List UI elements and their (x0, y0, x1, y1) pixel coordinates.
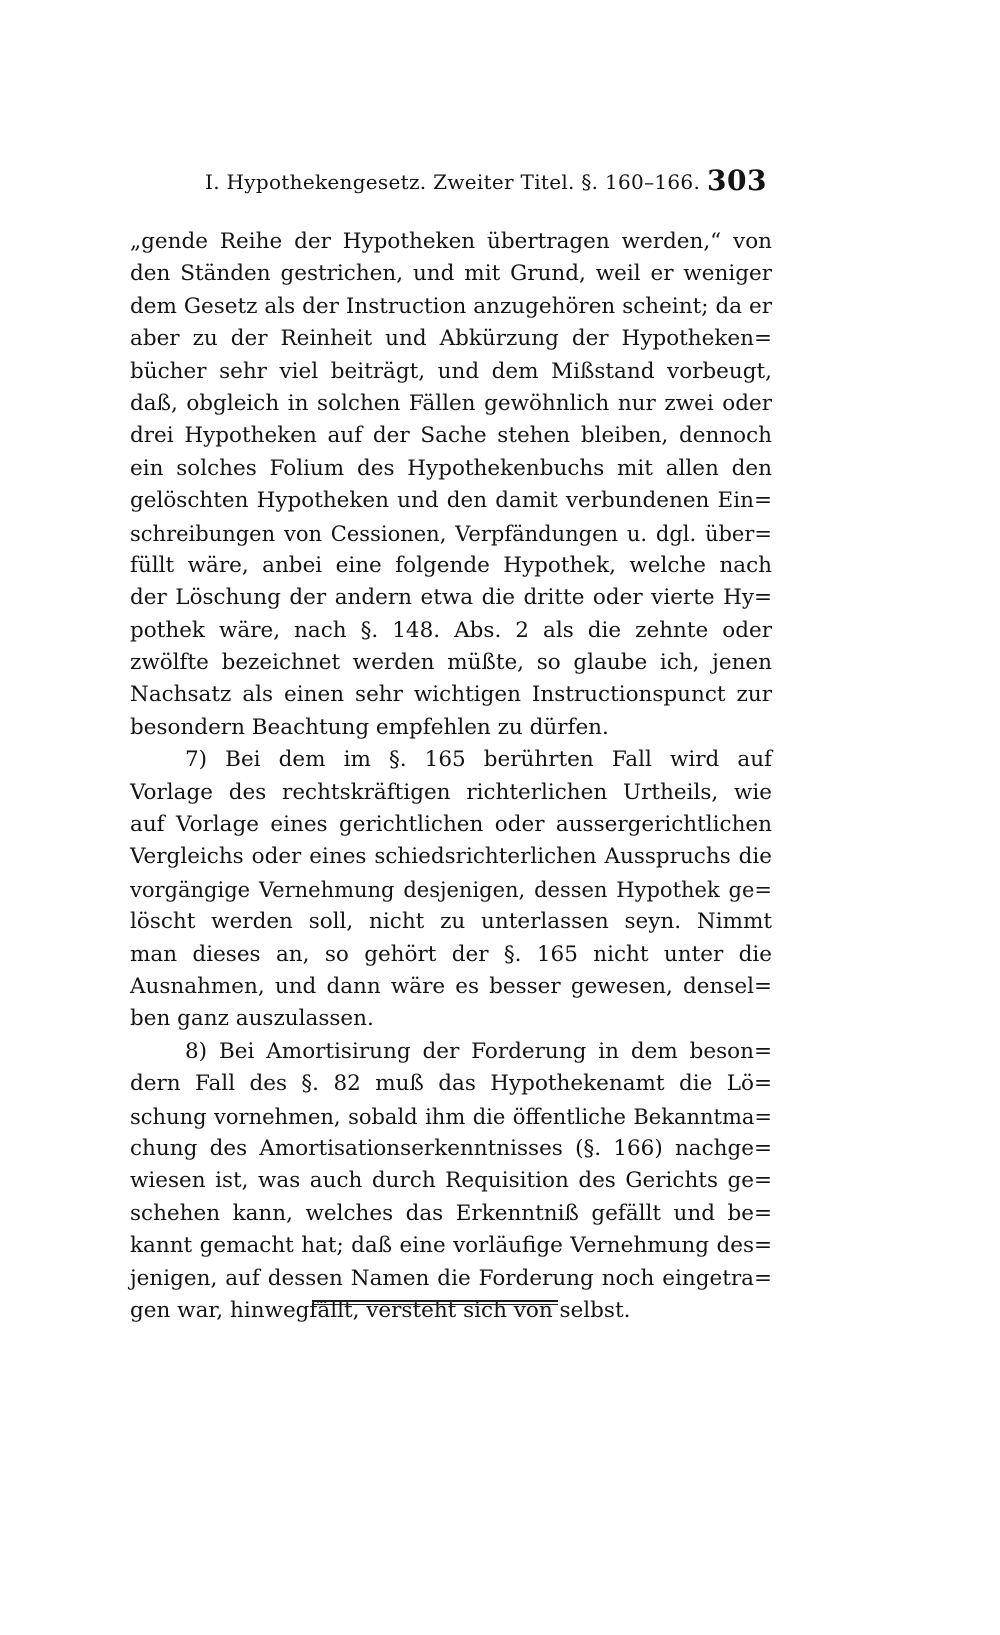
text-line: dern Fall des §. 82 muß das Hypothekenamt die Lö= (130, 1071, 772, 1097)
text-line: gen war, hinwegfällt, versteht sich von selbst. (130, 1297, 631, 1323)
text-line: Vergleichs oder eines schiedsrichterlichen Ausspruchs die (130, 844, 772, 870)
text-line: bücher sehr viel beiträgt, und dem Mißstand vorbeugt, (130, 358, 772, 384)
text-line: besondern Beachtung empfehlen zu dürfen. (130, 714, 609, 740)
text-line: schreibungen von Cessionen, Verpfändungen u. dgl. über= (130, 521, 772, 546)
text-line: schehen kann, welches das Erkenntniß gefällt und be= (130, 1200, 772, 1226)
text-line: „gende Reihe der Hypotheken übertragen werden,“ von (130, 229, 772, 254)
text-line: ben ganz auszulassen. (130, 1006, 374, 1032)
paragraph-8-start: 8) Bei Amortisirung der Forderung in dem beson= (185, 1038, 772, 1064)
page-number: 303 (707, 164, 767, 197)
text-line: gelöschten Hypotheken und den damit verbundenen Ein= (130, 488, 772, 514)
text-line: auf Vorlage eines gerichtlichen oder aussergerichtlichen (130, 812, 772, 838)
text-line: vorgängige Vernehmung desjenigen, dessen Hypothek ge= (130, 877, 772, 902)
text-line: man dieses an, so gehört der §. 165 nicht unter die (130, 941, 772, 967)
text-line: kannt gemacht hat; daß eine vorläufige Vernehmung des= (130, 1233, 772, 1259)
body-text (130, 226, 772, 1327)
text-line: löscht werden soll, nicht zu unterlassen seyn. Nimmt (130, 909, 772, 935)
running-title: I. Hypothekengesetz. Zweiter Titel. §. 160–166. (205, 170, 701, 194)
section-end-rule (312, 1300, 558, 1305)
text-line: pothek wäre, nach §. 148. Abs. 2 als die zehnte oder (130, 617, 772, 643)
text-line: Ausnahmen, und dann wäre es besser gewesen, densel= (130, 973, 772, 999)
text-line: füllt wäre, anbei eine folgende Hypothek, welche nach (130, 552, 772, 578)
text-line: daß, obgleich in solchen Fällen gewöhnlich nur zwei oder (130, 390, 772, 416)
text-line: drei Hypotheken auf der Sache stehen bleiben, dennoch (130, 423, 772, 449)
text-line: den Ständen gestrichen, und mit Grund, weil er weniger (130, 261, 772, 287)
text-line: jenigen, auf dessen Namen die Forderung noch eingetra= (130, 1265, 772, 1291)
text-line: Vorlage des rechtskräftigen richterlichen Urtheils, wie (130, 779, 772, 805)
text-line: dem Gesetz als der Instruction anzugehören scheint; da er (130, 293, 772, 319)
text-line: ein solches Folium des Hypothekenbuchs mit allen den (130, 455, 772, 481)
running-head (205, 162, 767, 206)
text-line: der Löschung der andern etwa die dritte oder vierte Hy= (130, 585, 772, 611)
paragraph-7-start: 7) Bei dem im §. 165 berührten Fall wird auf (185, 747, 772, 773)
text-line: chung des Amortisationserkenntnisses (§. 166) nachge= (130, 1135, 772, 1161)
text-line: aber zu der Reinheit und Abkürzung der Hypotheken= (130, 326, 772, 352)
text-line: schung vornehmen, sobald ihm die öffentliche Bekanntma= (130, 1104, 772, 1129)
text-line: wiesen ist, was auch durch Requisition des Gerichts ge= (130, 1168, 772, 1194)
text-line: zwölfte bezeichnet werden müßte, so glaube ich, jenen (130, 650, 772, 676)
text-line: Nachsatz als einen sehr wichtigen Instructionspunct zur (130, 682, 772, 708)
